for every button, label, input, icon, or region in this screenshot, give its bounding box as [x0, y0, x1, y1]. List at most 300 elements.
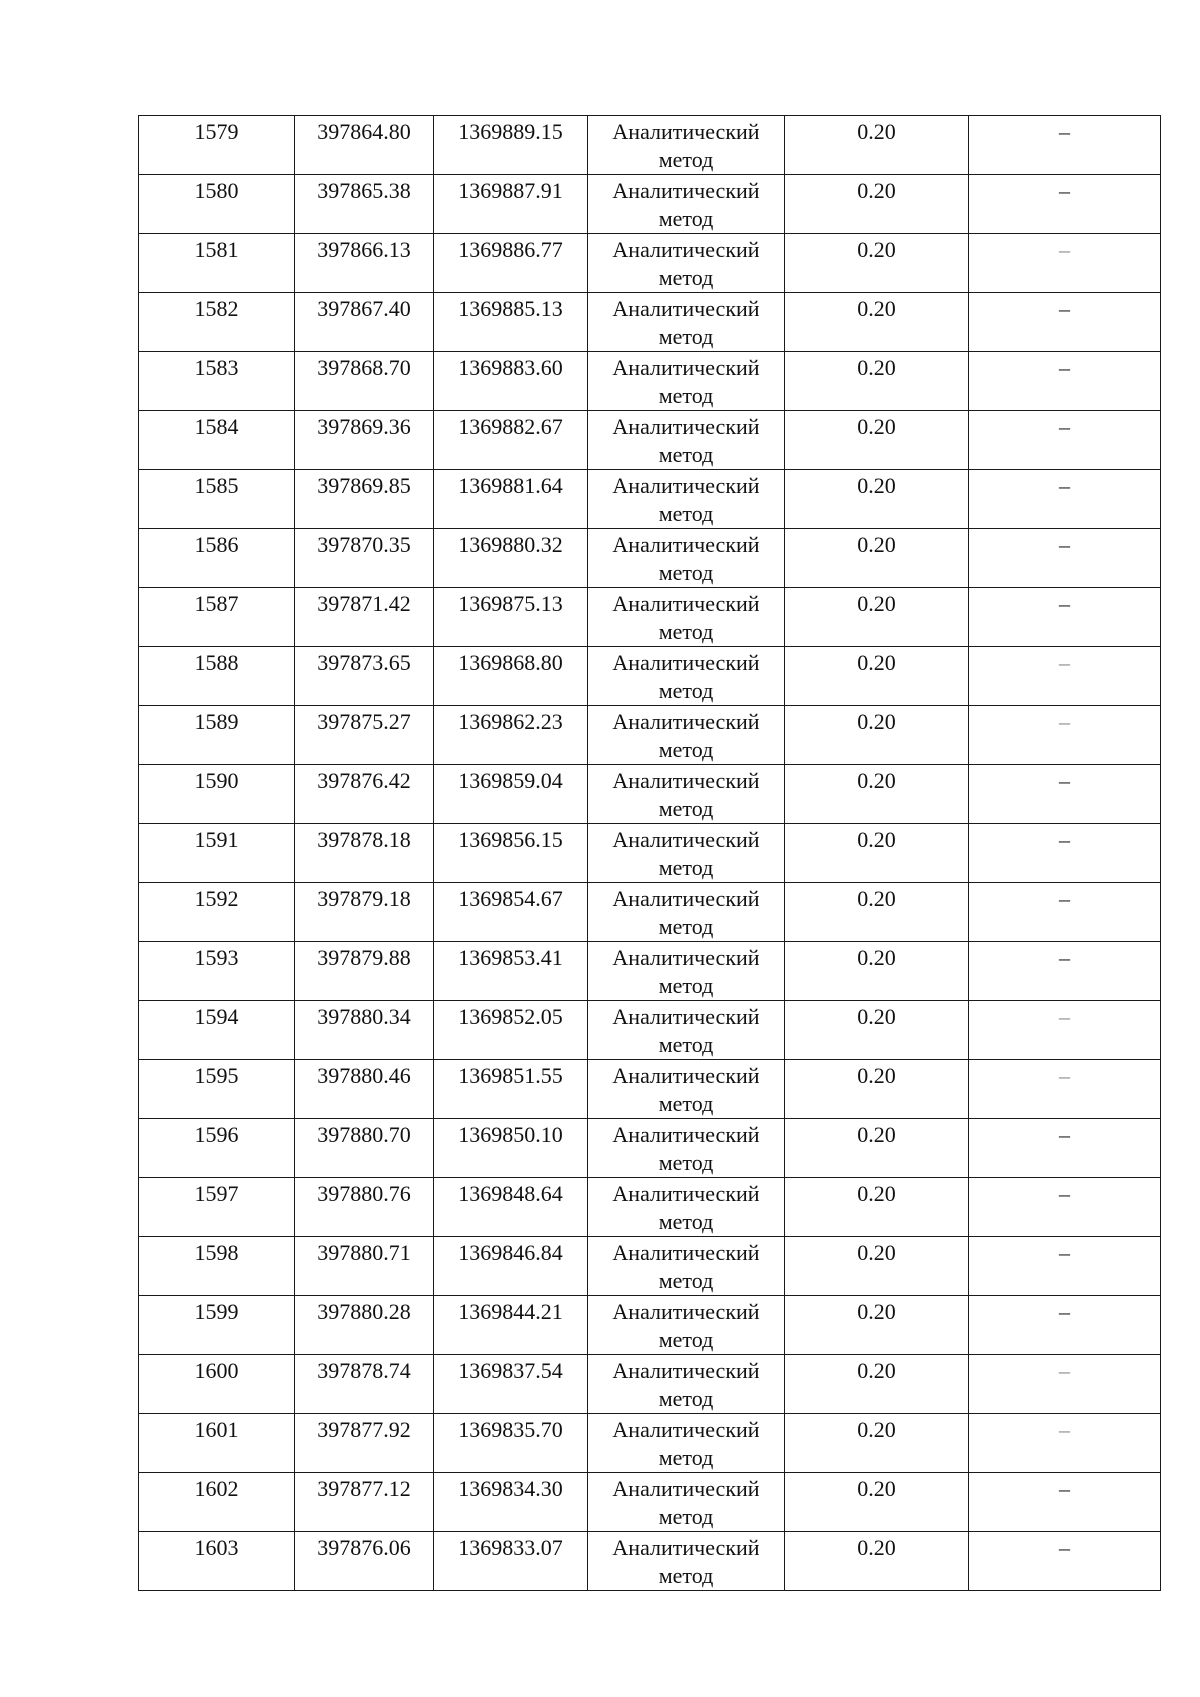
method-text: [588, 647, 784, 705]
method-line: Аналитический: [612, 650, 760, 675]
point-number-cell: [139, 1237, 295, 1296]
x-coordinate-cell-text: 397867.40: [317, 296, 411, 321]
y-coordinate-cell: [434, 942, 588, 1001]
note-cell-text: –: [1059, 473, 1070, 498]
note-cell-text: –: [1059, 178, 1070, 203]
method-line: метод: [658, 973, 714, 998]
y-coordinate-cell: [434, 1473, 588, 1532]
method-line: Аналитический: [612, 1358, 760, 1383]
accuracy-cell: [785, 116, 969, 175]
note-cell-text: –: [1059, 119, 1070, 144]
y-coordinate-cell-text: 1369837.54: [458, 1358, 563, 1383]
point-number-cell: [139, 175, 295, 234]
y-coordinate-cell: [434, 588, 588, 647]
y-coordinate-cell: [434, 411, 588, 470]
x-coordinate-cell: [295, 588, 434, 647]
note-cell: [969, 1001, 1161, 1060]
y-coordinate-cell: [434, 1532, 588, 1591]
y-coordinate-cell: [434, 529, 588, 588]
method-cell: [588, 116, 785, 175]
note-cell: [969, 1060, 1161, 1119]
x-coordinate-cell-text: 397865.38: [317, 178, 411, 203]
accuracy-cell: [785, 352, 969, 411]
method-line: Аналитический: [612, 532, 760, 557]
accuracy-cell-text: 0.20: [857, 1181, 896, 1206]
x-coordinate-cell-text: 397868.70: [317, 355, 411, 380]
point-number-cell: [139, 942, 295, 1001]
table-row: [139, 1178, 1161, 1237]
point-number-cell: [139, 647, 295, 706]
x-coordinate-cell-text: 397873.65: [317, 650, 411, 675]
table-row: [139, 1473, 1161, 1532]
x-coordinate-cell-text: 397880.70: [317, 1122, 411, 1147]
accuracy-cell: [785, 1060, 969, 1119]
method-line: Аналитический: [612, 886, 760, 911]
x-coordinate-cell-text: 397880.28: [317, 1299, 411, 1324]
note-cell-text: –: [1059, 296, 1070, 321]
method-cell: [588, 824, 785, 883]
x-coordinate-cell-text: 397875.27: [317, 709, 411, 734]
x-coordinate-cell-text: 397877.92: [317, 1417, 411, 1442]
table-row: [139, 647, 1161, 706]
method-line: Аналитический: [612, 1122, 760, 1147]
method-cell: [588, 1119, 785, 1178]
point-number-cell: [139, 765, 295, 824]
method-text: [588, 1119, 784, 1177]
method-line: метод: [658, 442, 714, 467]
x-coordinate-cell-text: 397877.12: [317, 1476, 411, 1501]
method-line: Аналитический: [612, 827, 760, 852]
accuracy-cell-text: 0.20: [857, 1535, 896, 1560]
point-number-cell-text: 1603: [194, 1535, 239, 1560]
x-coordinate-cell-text: 397869.85: [317, 473, 411, 498]
x-coordinate-cell-text: 397880.71: [317, 1240, 411, 1265]
method-text: [588, 1060, 784, 1118]
point-number-cell: [139, 1296, 295, 1355]
method-cell: [588, 411, 785, 470]
accuracy-cell-text: 0.20: [857, 1004, 896, 1029]
method-line: метод: [658, 501, 714, 526]
point-number-cell-text: 1591: [194, 827, 239, 852]
method-line: метод: [658, 855, 714, 880]
method-line: метод: [658, 914, 714, 939]
method-text: [588, 293, 784, 351]
table-row: [139, 529, 1161, 588]
y-coordinate-cell-text: 1369883.60: [458, 355, 563, 380]
y-coordinate-cell: [434, 647, 588, 706]
point-number-cell: [139, 529, 295, 588]
y-coordinate-cell: [434, 1237, 588, 1296]
point-number-cell-text: 1581: [194, 237, 239, 262]
note-cell-text: –: [1059, 945, 1070, 970]
method-line: метод: [658, 560, 714, 585]
note-cell: [969, 883, 1161, 942]
method-cell: [588, 234, 785, 293]
note-cell-text: –: [1059, 1535, 1070, 1560]
note-cell-text: –: [1059, 414, 1070, 439]
accuracy-cell: [785, 588, 969, 647]
y-coordinate-cell: [434, 1414, 588, 1473]
y-coordinate-cell-text: 1369833.07: [458, 1535, 563, 1560]
accuracy-cell-text: 0.20: [857, 532, 896, 557]
y-coordinate-cell-text: 1369868.80: [458, 650, 563, 675]
x-coordinate-cell: [295, 942, 434, 1001]
x-coordinate-cell-text: 397879.88: [317, 945, 411, 970]
point-number-cell: [139, 1119, 295, 1178]
method-line: Аналитический: [612, 1181, 760, 1206]
table-body: [139, 116, 1161, 1591]
y-coordinate-cell: [434, 1296, 588, 1355]
note-cell: [969, 1532, 1161, 1591]
y-coordinate-cell-text: 1369882.67: [458, 414, 563, 439]
method-text: [588, 1237, 784, 1295]
y-coordinate-cell-text: 1369875.13: [458, 591, 563, 616]
method-line: Аналитический: [612, 1240, 760, 1265]
point-number-cell: [139, 411, 295, 470]
method-line: метод: [658, 1268, 714, 1293]
y-coordinate-cell: [434, 824, 588, 883]
x-coordinate-cell: [295, 647, 434, 706]
accuracy-cell: [785, 1414, 969, 1473]
coordinates-table: [138, 115, 1161, 1591]
point-number-cell: [139, 470, 295, 529]
note-cell-text: –: [1059, 886, 1070, 911]
accuracy-cell-text: 0.20: [857, 1063, 896, 1088]
method-line: Аналитический: [612, 178, 760, 203]
note-cell: [969, 647, 1161, 706]
note-cell-text: –: [1059, 827, 1070, 852]
method-cell: [588, 647, 785, 706]
accuracy-cell-text: 0.20: [857, 650, 896, 675]
x-coordinate-cell-text: 397880.34: [317, 1004, 411, 1029]
accuracy-cell: [785, 1473, 969, 1532]
y-coordinate-cell: [434, 765, 588, 824]
method-cell: [588, 1473, 785, 1532]
point-number-cell: [139, 1355, 295, 1414]
accuracy-cell-text: 0.20: [857, 1240, 896, 1265]
y-coordinate-cell: [434, 293, 588, 352]
x-coordinate-cell-text: 397870.35: [317, 532, 411, 557]
note-cell: [969, 175, 1161, 234]
method-line: Аналитический: [612, 1535, 760, 1560]
point-number-cell: [139, 824, 295, 883]
accuracy-cell-text: 0.20: [857, 945, 896, 970]
accuracy-cell-text: 0.20: [857, 768, 896, 793]
y-coordinate-cell: [434, 1060, 588, 1119]
accuracy-cell-text: 0.20: [857, 1299, 896, 1324]
point-number-cell-text: 1579: [194, 119, 239, 144]
point-number-cell-text: 1584: [194, 414, 239, 439]
method-cell: [588, 1001, 785, 1060]
method-text: [588, 824, 784, 882]
accuracy-cell: [785, 1296, 969, 1355]
table-row: [139, 470, 1161, 529]
x-coordinate-cell-text: 397869.36: [317, 414, 411, 439]
method-cell: [588, 1060, 785, 1119]
table-row: [139, 706, 1161, 765]
method-text: [588, 175, 784, 233]
note-cell: [969, 352, 1161, 411]
method-line: Аналитический: [612, 591, 760, 616]
point-number-cell-text: 1587: [194, 591, 239, 616]
accuracy-cell: [785, 883, 969, 942]
method-line: Аналитический: [612, 119, 760, 144]
x-coordinate-cell: [295, 470, 434, 529]
point-number-cell-text: 1590: [194, 768, 239, 793]
point-number-cell: [139, 293, 295, 352]
x-coordinate-cell: [295, 529, 434, 588]
y-coordinate-cell: [434, 352, 588, 411]
y-coordinate-cell: [434, 1355, 588, 1414]
y-coordinate-cell-text: 1369835.70: [458, 1417, 563, 1442]
note-cell: [969, 1414, 1161, 1473]
note-cell: [969, 1119, 1161, 1178]
point-number-cell-text: 1598: [194, 1240, 239, 1265]
method-line: метод: [658, 796, 714, 821]
accuracy-cell-text: 0.20: [857, 886, 896, 911]
table-row: [139, 293, 1161, 352]
x-coordinate-cell-text: 397876.42: [317, 768, 411, 793]
method-text: [588, 1001, 784, 1059]
table-row: [139, 1296, 1161, 1355]
table-row: [139, 1532, 1161, 1591]
accuracy-cell: [785, 1532, 969, 1591]
method-cell: [588, 529, 785, 588]
y-coordinate-cell-text: 1369853.41: [458, 945, 563, 970]
accuracy-cell: [785, 647, 969, 706]
accuracy-cell-text: 0.20: [857, 827, 896, 852]
x-coordinate-cell: [295, 1060, 434, 1119]
x-coordinate-cell: [295, 1001, 434, 1060]
x-coordinate-cell-text: 397879.18: [317, 886, 411, 911]
note-cell-text: –: [1059, 1004, 1070, 1029]
y-coordinate-cell-text: 1369880.32: [458, 532, 563, 557]
x-coordinate-cell-text: 397878.74: [317, 1358, 411, 1383]
accuracy-cell-text: 0.20: [857, 473, 896, 498]
point-number-cell: [139, 352, 295, 411]
method-line: Аналитический: [612, 1063, 760, 1088]
method-cell: [588, 1532, 785, 1591]
point-number-cell: [139, 1473, 295, 1532]
note-cell-text: –: [1059, 768, 1070, 793]
method-line: метод: [658, 1504, 714, 1529]
x-coordinate-cell: [295, 411, 434, 470]
point-number-cell: [139, 234, 295, 293]
y-coordinate-cell-text: 1369889.15: [458, 119, 563, 144]
point-number-cell: [139, 1001, 295, 1060]
method-cell: [588, 293, 785, 352]
x-coordinate-cell: [295, 1355, 434, 1414]
method-line: метод: [658, 383, 714, 408]
accuracy-cell-text: 0.20: [857, 1476, 896, 1501]
method-line: Аналитический: [612, 768, 760, 793]
point-number-cell-text: 1585: [194, 473, 239, 498]
y-coordinate-cell: [434, 175, 588, 234]
note-cell-text: –: [1059, 709, 1070, 734]
point-number-cell-text: 1593: [194, 945, 239, 970]
y-coordinate-cell-text: 1369854.67: [458, 886, 563, 911]
method-text: [588, 942, 784, 1000]
table-row: [139, 824, 1161, 883]
y-coordinate-cell-text: 1369851.55: [458, 1063, 563, 1088]
y-coordinate-cell: [434, 883, 588, 942]
x-coordinate-cell-text: 397876.06: [317, 1535, 411, 1560]
y-coordinate-cell-text: 1369885.13: [458, 296, 563, 321]
x-coordinate-cell-text: 397864.80: [317, 119, 411, 144]
note-cell: [969, 706, 1161, 765]
accuracy-cell-text: 0.20: [857, 178, 896, 203]
note-cell: [969, 234, 1161, 293]
method-line: Аналитический: [612, 1417, 760, 1442]
y-coordinate-cell-text: 1369834.30: [458, 1476, 563, 1501]
note-cell: [969, 588, 1161, 647]
note-cell: [969, 293, 1161, 352]
accuracy-cell: [785, 706, 969, 765]
method-line: метод: [658, 1386, 714, 1411]
accuracy-cell: [785, 1355, 969, 1414]
method-line: метод: [658, 206, 714, 231]
method-line: Аналитический: [612, 237, 760, 262]
method-line: Аналитический: [612, 296, 760, 321]
table-row: [139, 1237, 1161, 1296]
accuracy-cell-text: 0.20: [857, 1358, 896, 1383]
accuracy-cell: [785, 175, 969, 234]
y-coordinate-cell-text: 1369881.64: [458, 473, 563, 498]
table-row: [139, 942, 1161, 1001]
method-line: метод: [658, 737, 714, 762]
method-line: метод: [658, 265, 714, 290]
y-coordinate-cell-text: 1369850.10: [458, 1122, 563, 1147]
method-cell: [588, 942, 785, 1001]
method-cell: [588, 883, 785, 942]
method-text: [588, 234, 784, 292]
accuracy-cell-text: 0.20: [857, 296, 896, 321]
method-text: [588, 411, 784, 469]
x-coordinate-cell-text: 397866.13: [317, 237, 411, 262]
note-cell: [969, 411, 1161, 470]
table-row: [139, 352, 1161, 411]
point-number-cell: [139, 588, 295, 647]
point-number-cell: [139, 706, 295, 765]
method-text: [588, 352, 784, 410]
method-text: [588, 765, 784, 823]
point-number-cell: [139, 1414, 295, 1473]
accuracy-cell: [785, 529, 969, 588]
point-number-cell-text: 1583: [194, 355, 239, 380]
note-cell-text: –: [1059, 237, 1070, 262]
note-cell: [969, 1237, 1161, 1296]
note-cell: [969, 529, 1161, 588]
point-number-cell-text: 1592: [194, 886, 239, 911]
note-cell: [969, 765, 1161, 824]
point-number-cell-text: 1596: [194, 1122, 239, 1147]
method-cell: [588, 1296, 785, 1355]
point-number-cell-text: 1594: [194, 1004, 239, 1029]
accuracy-cell: [785, 470, 969, 529]
point-number-cell: [139, 1178, 295, 1237]
point-number-cell-text: 1586: [194, 532, 239, 557]
method-cell: [588, 1237, 785, 1296]
note-cell: [969, 942, 1161, 1001]
note-cell-text: –: [1059, 355, 1070, 380]
y-coordinate-cell-text: 1369852.05: [458, 1004, 563, 1029]
method-cell: [588, 470, 785, 529]
x-coordinate-cell: [295, 352, 434, 411]
method-line: метод: [658, 1209, 714, 1234]
point-number-cell: [139, 1060, 295, 1119]
note-cell: [969, 824, 1161, 883]
y-coordinate-cell-text: 1369844.21: [458, 1299, 563, 1324]
table-row: [139, 175, 1161, 234]
method-cell: [588, 588, 785, 647]
method-text: [588, 1414, 784, 1472]
accuracy-cell-text: 0.20: [857, 709, 896, 734]
x-coordinate-cell: [295, 1532, 434, 1591]
table-row: [139, 1119, 1161, 1178]
x-coordinate-cell: [295, 234, 434, 293]
y-coordinate-cell-text: 1369846.84: [458, 1240, 563, 1265]
x-coordinate-cell-text: 397871.42: [317, 591, 411, 616]
method-line: метод: [658, 1150, 714, 1175]
note-cell: [969, 116, 1161, 175]
point-number-cell-text: 1599: [194, 1299, 239, 1324]
method-cell: [588, 175, 785, 234]
method-cell: [588, 1414, 785, 1473]
point-number-cell-text: 1589: [194, 709, 239, 734]
method-line: Аналитический: [612, 414, 760, 439]
x-coordinate-cell: [295, 1178, 434, 1237]
x-coordinate-cell: [295, 1119, 434, 1178]
note-cell-text: –: [1059, 532, 1070, 557]
method-text: [588, 588, 784, 646]
accuracy-cell: [785, 765, 969, 824]
method-cell: [588, 1178, 785, 1237]
point-number-cell-text: 1600: [194, 1358, 239, 1383]
method-line: Аналитический: [612, 473, 760, 498]
method-text: [588, 1355, 784, 1413]
table-row: [139, 116, 1161, 175]
method-text: [588, 883, 784, 941]
method-line: Аналитический: [612, 945, 760, 970]
note-cell-text: –: [1059, 1299, 1070, 1324]
y-coordinate-cell-text: 1369862.23: [458, 709, 563, 734]
accuracy-cell-text: 0.20: [857, 414, 896, 439]
method-text: [588, 529, 784, 587]
method-cell: [588, 765, 785, 824]
x-coordinate-cell: [295, 706, 434, 765]
method-text: [588, 1178, 784, 1236]
note-cell-text: –: [1059, 1358, 1070, 1383]
note-cell-text: –: [1059, 650, 1070, 675]
note-cell-text: –: [1059, 1476, 1070, 1501]
accuracy-cell-text: 0.20: [857, 591, 896, 616]
method-line: Аналитический: [612, 1476, 760, 1501]
y-coordinate-cell-text: 1369856.15: [458, 827, 563, 852]
point-number-cell: [139, 883, 295, 942]
note-cell-text: –: [1059, 1181, 1070, 1206]
method-text: [588, 1296, 784, 1354]
table-row: [139, 765, 1161, 824]
method-line: Аналитический: [612, 1299, 760, 1324]
accuracy-cell: [785, 1119, 969, 1178]
x-coordinate-cell-text: 397880.46: [317, 1063, 411, 1088]
y-coordinate-cell-text: 1369886.77: [458, 237, 563, 262]
y-coordinate-cell: [434, 1178, 588, 1237]
accuracy-cell: [785, 234, 969, 293]
method-line: метод: [658, 1091, 714, 1116]
method-text: [588, 706, 784, 764]
note-cell-text: –: [1059, 591, 1070, 616]
